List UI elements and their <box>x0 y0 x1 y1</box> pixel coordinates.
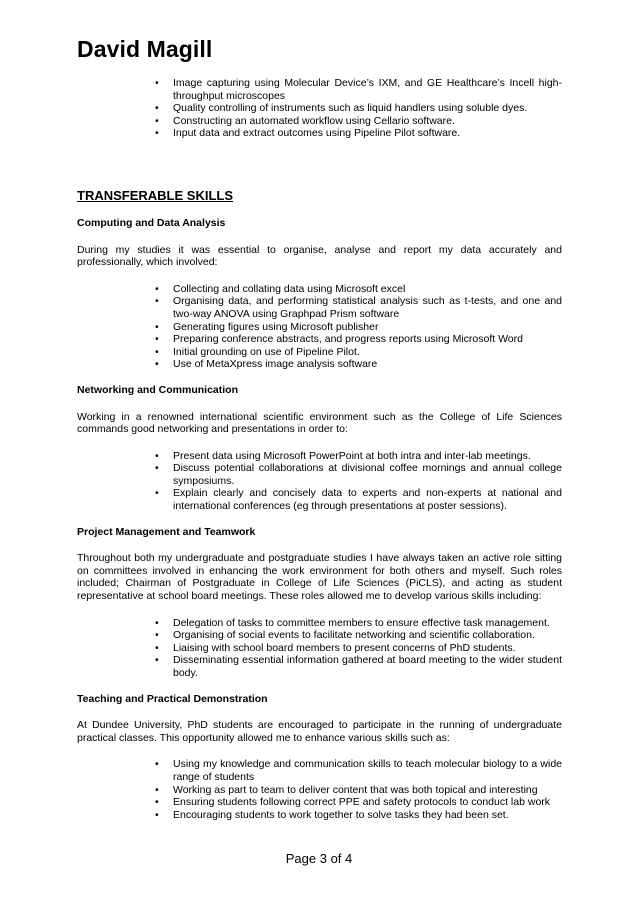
list-item: • Constructing an automated workflow using Cellario software. <box>173 115 562 128</box>
list-item: • Encouraging students to work together to solve tasks they had been set. <box>173 809 562 822</box>
project-bullet-list <box>77 617 562 680</box>
top-bullet-list <box>77 77 562 140</box>
networking-bullet-list <box>77 450 562 513</box>
teaching-bullet-list <box>77 758 562 821</box>
list-item: • Initial grounding on use of Pipeline Pilot. <box>173 346 562 359</box>
list-item: • Organising of social events to facilitate networking and scientific collaboration. <box>173 629 562 642</box>
page-header-name: David Magill <box>77 36 213 62</box>
list-item: • Organising data, and performing statistical analysis such as t-tests, and one and two-way ANOVA using Graphpad Prism software <box>173 295 562 320</box>
list-item: • Generating figures using Microsoft publisher <box>173 321 562 334</box>
subheading-computing: Computing and Data Analysis <box>77 216 226 229</box>
paragraph-teaching-intro: At Dundee University, PhD students are encouraged to participate in the running of undergraduate practical classes. This opportunity allowed me to enhance various skills such as: <box>77 719 562 744</box>
list-item: • Ensuring students following correct PPE and safety protocols to conduct lab work <box>173 796 562 809</box>
list-item: • Disseminating essential information gathered at board meeting to the wider student body. <box>173 654 562 679</box>
paragraph-networking-intro: Working in a renowned international scientific environment such as the College of Life Sciences commands good networking and presentations in order to: <box>77 410 562 436</box>
subheading-project: Project Management and Teamwork <box>77 525 256 538</box>
page-number-footer: Page 3 of 4 <box>285 851 353 866</box>
paragraph-project-intro: Throughout both my undergraduate and postgraduate studies I have always taken an active role sitting on committees involved in enhancing the work environment for both others and myself. Such roles included; Chairman of Postgraduate in College of Life Sciences (PiCLS), and acting as student representative at school board meetings. These roles allowed me to develop various skills including: <box>77 552 562 603</box>
list-item: • Explain clearly and concisely data to experts and non-experts at national and international conferences (eg through presentations at poster sessions). <box>173 487 562 512</box>
subheading-teaching: Teaching and Practical Demonstration <box>77 692 268 705</box>
list-item: • Use of MetaXpress image analysis software <box>173 358 562 371</box>
list-item: • Quality controlling of instruments such as liquid handlers using soluble dyes. <box>173 102 562 115</box>
list-item: • Working as part to team to deliver content that was both topical and interesting <box>173 784 562 797</box>
list-item: • Delegation of tasks to committee members to ensure effective task management. <box>173 617 562 630</box>
list-item: • Liaising with school board members to present concerns of PhD students. <box>173 642 562 655</box>
list-item: • Input data and extract outcomes using Pipeline Pilot software. <box>173 127 562 140</box>
list-item: • Present data using Microsoft PowerPoint at both intra and inter-lab meetings. <box>173 450 562 463</box>
list-item: • Preparing conference abstracts, and progress reports using Microsoft Word <box>173 333 562 346</box>
list-item: • Discuss potential collaborations at divisional coffee mornings and annual college symposiums. <box>173 462 562 487</box>
paragraph-computing-intro: During my studies it was essential to organise, analyse and report my data accurately and professionally, which involved: <box>77 243 562 269</box>
document-body <box>77 77 562 821</box>
list-item: • Collecting and collating data using Microsoft excel <box>173 283 562 296</box>
computing-bullet-list <box>77 283 562 371</box>
section-title-transferable-skills: TRANSFERABLE SKILLS <box>77 187 233 203</box>
list-item: • Image capturing using Molecular Device’s IXM, and GE Healthcare’s Incell high-throughput microscopes <box>173 77 562 102</box>
list-item: • Using my knowledge and communication skills to teach molecular biology to a wide range of students <box>173 758 562 783</box>
subheading-networking: Networking and Communication <box>77 383 239 396</box>
